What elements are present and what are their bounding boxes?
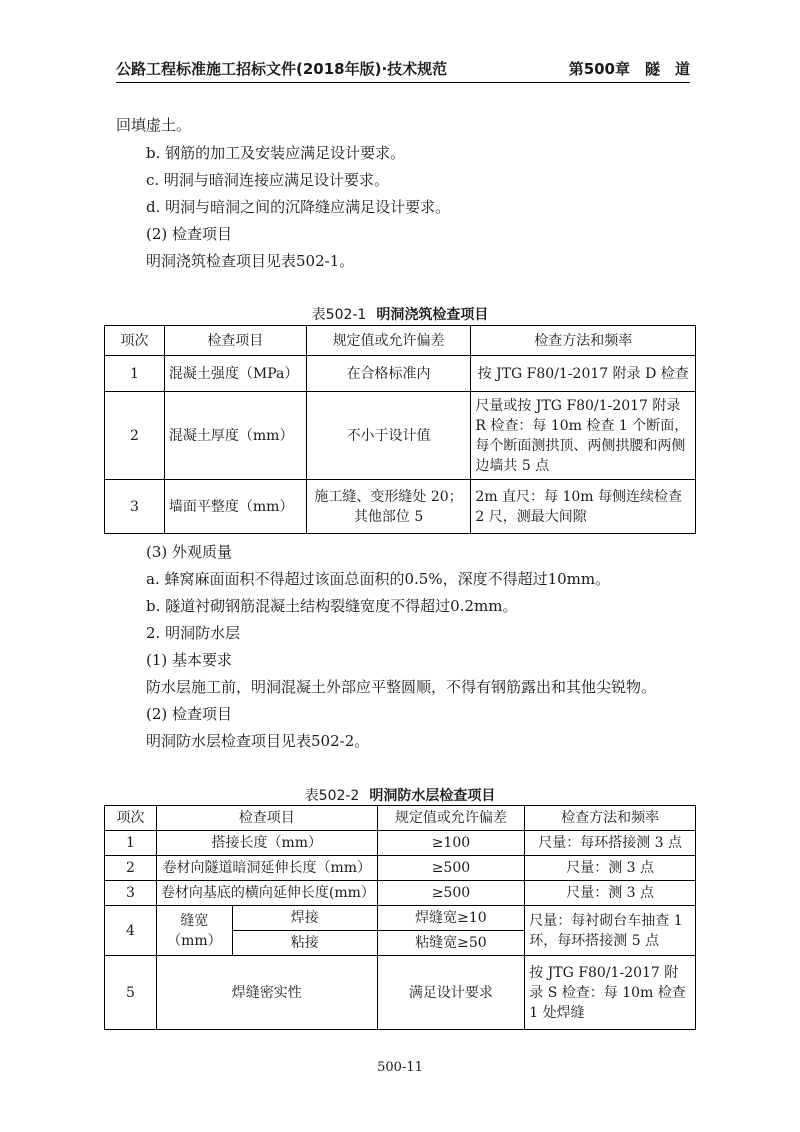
- table-1: [104, 325, 696, 534]
- table-header-cell: 项次: [105, 806, 157, 831]
- paragraph: (2) 检查项目: [146, 705, 233, 723]
- table-row: [105, 881, 696, 906]
- page-header: [116, 58, 690, 84]
- table-1-title: 明洞浇筑检查项目: [376, 307, 489, 323]
- table-header-row: [105, 806, 696, 831]
- table-2: [104, 805, 696, 1030]
- table-2-caption: [0, 785, 800, 805]
- paragraph: 明洞防水层检查项目见表502-2。: [146, 732, 370, 750]
- table-cell: 缝宽（mm）: [156, 906, 232, 956]
- table-cell: 尺量：测 3 点: [525, 881, 696, 906]
- table-cell: 1: [105, 831, 157, 856]
- table-header-cell: 规定值或允许偏差: [377, 806, 525, 831]
- page-number: 500-11: [377, 1060, 423, 1075]
- table-cell: 尺量：每衬砌台车抽查 1 环，每环搭接测 5 点: [525, 906, 696, 956]
- paragraph: c. 明洞与暗洞连接应满足设计要求。: [146, 171, 389, 189]
- table-cell: 卷材向隧道暗洞延伸长度（mm）: [156, 856, 377, 881]
- table-cell: 施工缝、变形缝处 20；其他部位 5: [306, 480, 471, 534]
- table-cell: 1: [105, 356, 165, 392]
- table-cell: 尺量：测 3 点: [525, 856, 696, 881]
- table-cell: 焊接: [232, 906, 377, 931]
- table-row: [105, 392, 696, 480]
- table-cell: 3: [105, 881, 157, 906]
- table-cell: 混凝土强度（MPa）: [164, 356, 306, 392]
- header-chapter: 第500章 隧 道: [568, 60, 690, 78]
- table-row: [105, 906, 696, 931]
- table-2-number: 表502-2: [304, 788, 360, 804]
- table-row: [105, 356, 696, 392]
- table-cell: 焊缝宽≥10: [377, 906, 525, 931]
- table-header-cell: 项次: [105, 326, 165, 356]
- table-cell: 粘缝宽≥50: [377, 931, 525, 956]
- table-header-cell: 检查方法和频率: [471, 326, 696, 356]
- table-cell: 卷材向基底的横向延伸长度(mm）: [156, 881, 377, 906]
- table-row: [105, 956, 696, 1030]
- table-header-cell: 检查方法和频率: [525, 806, 696, 831]
- paragraph: (3) 外观质量: [146, 543, 233, 561]
- table-1-number: 表502-1: [311, 307, 367, 323]
- table-cell: 按 JTG F80/1-2017 附录 D 检查: [471, 356, 696, 392]
- header-document-title: 公路工程标准施工招标文件(2018年版)·技术规范: [116, 60, 448, 78]
- paragraph: 防水层施工前，明洞混凝土外部应平整圆顺，不得有钢筋露出和其他尖锐物。: [146, 678, 657, 696]
- header-rule: [116, 82, 690, 83]
- table-cell: 5: [105, 956, 157, 1030]
- table-cell: 焊缝密实性: [156, 956, 377, 1030]
- table-cell: 搭接长度（mm）: [156, 831, 377, 856]
- paragraph: a. 蜂窝麻面面积不得超过该面总面积的0.5%，深度不得超过10mm。: [146, 570, 611, 588]
- table-cell: 粘接: [232, 931, 377, 956]
- table-cell: 3: [105, 480, 165, 534]
- table-cell: ≥500: [377, 881, 525, 906]
- table-cell: 4: [105, 906, 157, 956]
- table-cell: 混凝土厚度（mm）: [164, 392, 306, 480]
- table-header-cell: 检查项目: [156, 806, 377, 831]
- paragraph: 回填虚土。: [116, 116, 192, 134]
- table-row: [105, 480, 696, 534]
- table-header-cell: 规定值或允许偏差: [306, 326, 471, 356]
- paragraph: 明洞浇筑检查项目见表502-1。: [146, 252, 355, 270]
- table-2-title: 明洞防水层检查项目: [369, 788, 496, 804]
- table-cell: 2: [105, 856, 157, 881]
- table-header-cell: 检查项目: [164, 326, 306, 356]
- table-row: [105, 831, 696, 856]
- table-cell: ≥500: [377, 856, 525, 881]
- paragraph: b. 钢筋的加工及安装应满足设计要求。: [146, 144, 406, 162]
- table-row: [105, 856, 696, 881]
- table-header-row: [105, 326, 696, 356]
- paragraph: (2) 检查项目: [146, 225, 233, 243]
- table-cell: 按 JTG F80/1-2017 附录 S 检查：每 10m 检查 1 处焊缝: [525, 956, 696, 1030]
- table-1-caption: [0, 304, 800, 324]
- table-cell: 不小于设计值: [306, 392, 471, 480]
- paragraph: (1) 基本要求: [146, 651, 233, 669]
- table-cell: ≥100: [377, 831, 525, 856]
- table-cell: 尺量：每环搭接测 3 点: [525, 831, 696, 856]
- paragraph: 2. 明洞防水层: [146, 624, 241, 642]
- paragraph: b. 隧道衬砌钢筋混凝土结构裂缝宽度不得超过0.2mm。: [146, 597, 518, 615]
- table-cell: 尺量或按 JTG F80/1-2017 附录 R 检查：每 10m 检查 1 个断面，每个断面测拱顶、两侧拱腰和两侧边墙共 5 点: [471, 392, 696, 480]
- table-cell: 2m 直尺：每 10m 每侧连续检查 2 尺，测最大间隙: [471, 480, 696, 534]
- table-cell: 在合格标准内: [306, 356, 471, 392]
- table-cell: 2: [105, 392, 165, 480]
- table-cell: 墙面平整度（mm）: [164, 480, 306, 534]
- table-cell: 满足设计要求: [377, 956, 525, 1030]
- paragraph: d. 明洞与暗洞之间的沉降缝应满足设计要求。: [146, 198, 451, 216]
